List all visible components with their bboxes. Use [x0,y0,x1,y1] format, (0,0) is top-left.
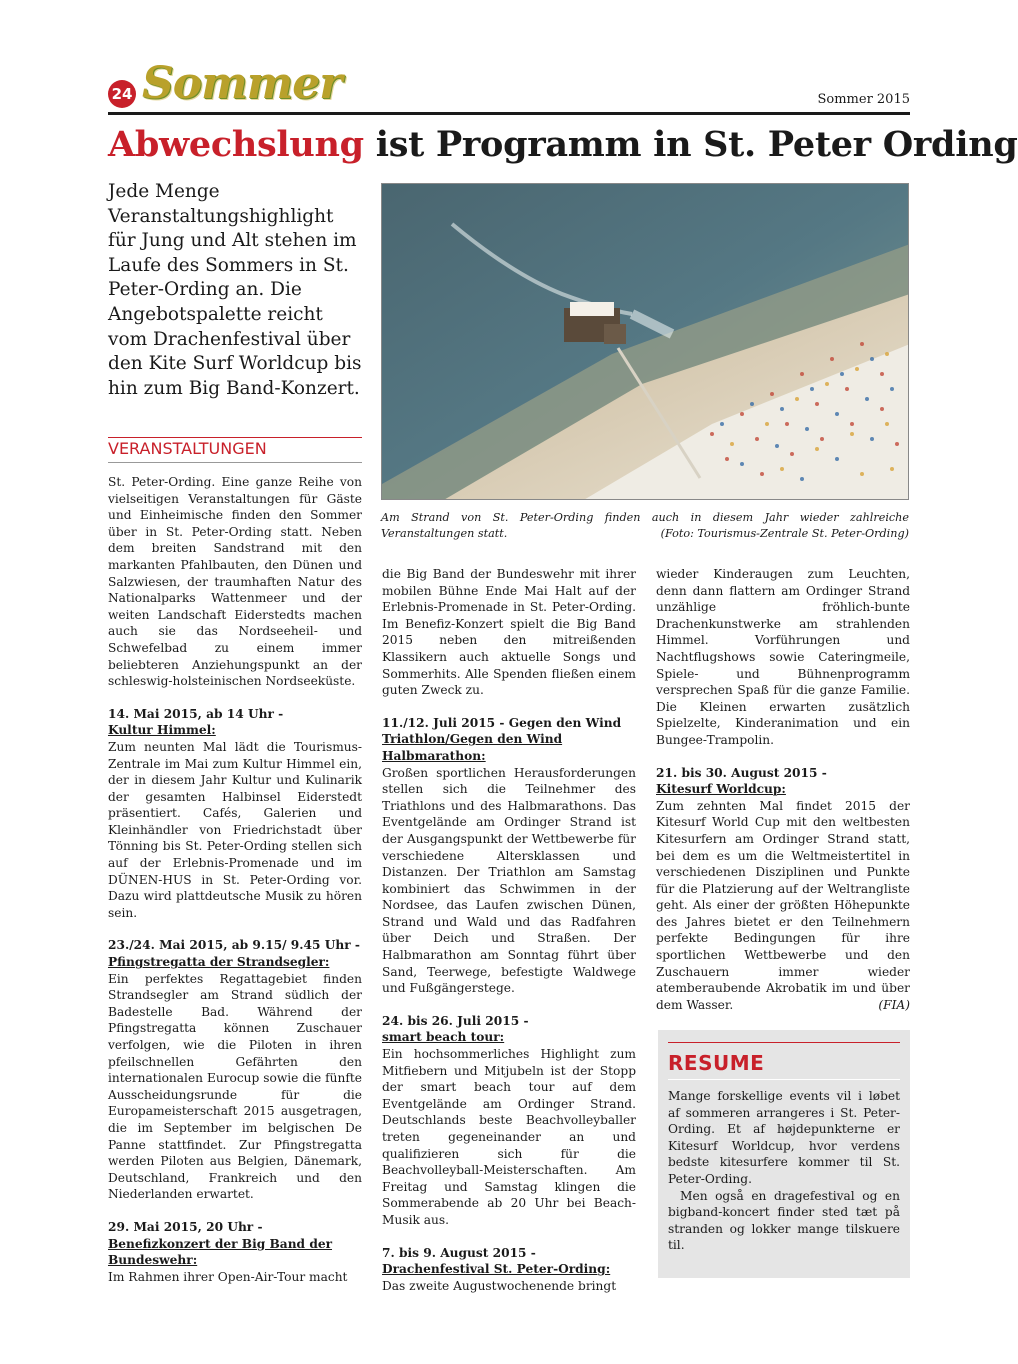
headline [108,124,1018,165]
page-number: 24 [108,80,136,108]
event-pfingstregatta: 23./24. Mai 2015, ab 9.15/ 9.45 Uhr - Pfingstregatta der Strandsegler: Ein perfektes Regattagebiet finden Strandsegler am Strand südlich der Badestelle Bad. Während der Pfingstregatta können Zuschauer verfolgen, wie die Piloten in ihren pfeilschnellen Gefährten den internationalen Eurocup sowie die fünfte Ausscheidungsrunde für die Europameisterschaft 2015 ausgetragen, die im September im belgischen De Panne stattfindet. Zur Pfingstregatta werden Piloten aus Belgien, Dänemark, Deutschland, Frankreich und den Niederlanden erwartet. [108,938,362,1202]
photo-credit: (Foto: Tourismus-Zentrale St. Peter-Ording) [660,527,909,540]
author-signature: (FIA) [878,997,910,1012]
intro-text: Jede Menge Veranstaltungshighlight für Jung und Alt stehen im Laufe des Sommers in St. Peter-Ording an. Die Angebotspalette reicht vom Drachenfestival über den Kite Surf Worldcup bis hin zum Big Band-Konzert. [108,181,362,399]
section-rule-top [108,437,362,438]
section-title: VERANSTALTUNGEN [108,439,267,458]
issue-label: Sommer 2015 [817,92,910,107]
beach-photo [381,183,909,500]
event-kitesurf: 21. bis 30. August 2015 - Kitesurf Worldcup: Zum zehnten Mal findet 2015 der Kitesurf World Cup mit den weltbesten Kitesurfern am Ordinger Strand statt, bei dem es um die Weltmeistertitel in verschiedenen Disziplinen und Punkte für die Platzierung auf der Weltrangliste geht. Als einer der größten Höhepunkte des Jahres bietet er den Teilnehmern perfekte Bedingungen für ihre sportlichen Wettbewerbe und den Zuschauern immer wieder atemberaubende Akrobatik im und über dem Wasser. (FIA) [656,765,910,1012]
resume-box [658,1030,910,1278]
event-beach-tour: 24. bis 26. Juli 2015 - smart beach tour: Ein hochsommerliches Highlight zum Mitfiebern und Mitjubeln ist der Stopp der smart beach tour auf dem Eventgelände am Ordinger Strand. Deutschlands beste Beachvolleyballer treten gegeneinander an und qualifizieren sich für die Beachvolleyball-Meisterschaften. Am Freitag und Samstag klingen die Sommerabende ab 20 Uhr bei Beach-Musik aus. [382,1013,636,1227]
article-column-1 [108,474,362,1301]
section-rule-bottom [108,462,362,463]
resume-divider [668,1079,900,1080]
headline-rest: ist Programm in St. Peter Ording [363,124,1018,165]
aerial-beach-image [382,184,909,500]
event-drachenfestival-cont: wieder Kinderaugen zum Leuchten, denn dann flattern am Ordinger Strand unzählige fröhlich-bunte Drachenkunstwerke am strahlenden Himmel. Vorführungen und Nachtflugshows sowie Cateringmeile, Spiele- und Bühnenprogramm versprechen Spaß für die ganze Familie. Die Kleinen erwarten zusätzlich Spielzelte, Kinderanimation und ein Bungee-Trampolin. [656,567,910,747]
article-column-3 [656,566,910,1029]
top-rule [108,112,910,115]
event-benefizkonzert: 29. Mai 2015, 20 Uhr - Benefizkonzert der Big Band der Bundeswehr: Im Rahmen ihrer Open-Air-Tour macht [108,1219,348,1284]
photo-caption: Am Strand von St. Peter-Ording finden auch in diesem Jahr wieder zahlreiche Veranstaltungen statt. (Foto: Tourismus-Zentrale St. Peter-Ording) [381,511,909,540]
event-drachenfestival: 7. bis 9. August 2015 - Drachenfestival St. Peter-Ording: Das zweite Augustwochenende bringt [382,1245,617,1293]
headline-accent: Abwechslung [108,124,364,165]
resume-top-rule [668,1042,900,1043]
article-lead: St. Peter-Ording. Eine ganze Reihe von vielseitigen Veranstaltungen für Gäste und Einheimische finden den Sommer über in St. Peter-Ording statt. Neben dem breiten Sandstrand mit den markanten Pfahlbauten, den Dünen und Salzwiesen, der traumhaften Natur des Nationalparks Wattenmeer und der weiten Landschaft Eiderstedts machen auch sie das Nordseeheil- und Schwefelbad zu einem immer beliebteren Anziehungspunkt an der schleswig-holsteinischen Nordseeküste. [108,475,362,689]
resume-title: RESUME [668,1051,765,1075]
brand-logo: Sommer [142,58,342,109]
event-benefizkonzert-cont: die Big Band der Bundeswehr mit ihrer mobilen Bühne Ende Mai Halt auf der Erlebnis-Promenade in St. Peter-Ording. Im Benefiz-Konzert spielt die Big Band 2015 neben den mitreißenden Klassikern auch aktuelle Songs und Sommerhits. Alle Spenden fließen einem guten Zweck zu. [382,567,636,698]
event-triathlon: 11./12. Juli 2015 - Gegen den Wind Triathlon/Gegen den Wind Halbmarathon: Großen sportlichen Herausforderungen stellen sich die Teilnehmer des Triathlons und des Halbmarathons. Das Eventgelände am Ordinger Strand ist der Ausgangspunkt der Wettbewerbe für verschiedene Altersklassen und Distanzen. Der Triathlon am Samstag kombiniert das Schwimmen in der Nordsee, das Laufen zwischen Dünen, Strand und Wald und das Radfahren über Deich und Straßen. Der Halbmarathon am Sonntag führt über Sand, Teerwege, befestigte Waldwege und Fußgängerstege. [382,715,636,996]
event-kultur-himmel: 14. Mai 2015, ab 14 Uhr - Kultur Himmel: Zum neunten Mal lädt die Tourismus-Zentrale im Mai zum Kultur Himmel ein, der in diesem Jahr Kultur und Kulinarik der gesamten Halbinsel Eiderstedt präsentiert. Cafés, Galerien und Kleinhändler von Friedrichstadt über Tönning bis St. Peter-Ording stellen sich auf der Erlebnis-Promenade und im DÜNEN-HUS in St. Peter-Ording vor. Dazu wird plattdeutsche Musik zu hören sein. [108,706,362,920]
resume-paragraph-2: Men også en dragefestival og en bigband-koncert finder sted tæt på stranden og lokker mange tilskuere til. [668,1188,900,1253]
article-column-2 [382,566,636,1310]
resume-paragraph-1: Mange forskellige events vil i løbet af sommeren arrangeres i St. Peter-Ording. Et af højdepunkterne er Kitesurf Worldcup, hvor verdens bedste kitesurfere kommer til St. Peter-Ording. [668,1089,900,1186]
